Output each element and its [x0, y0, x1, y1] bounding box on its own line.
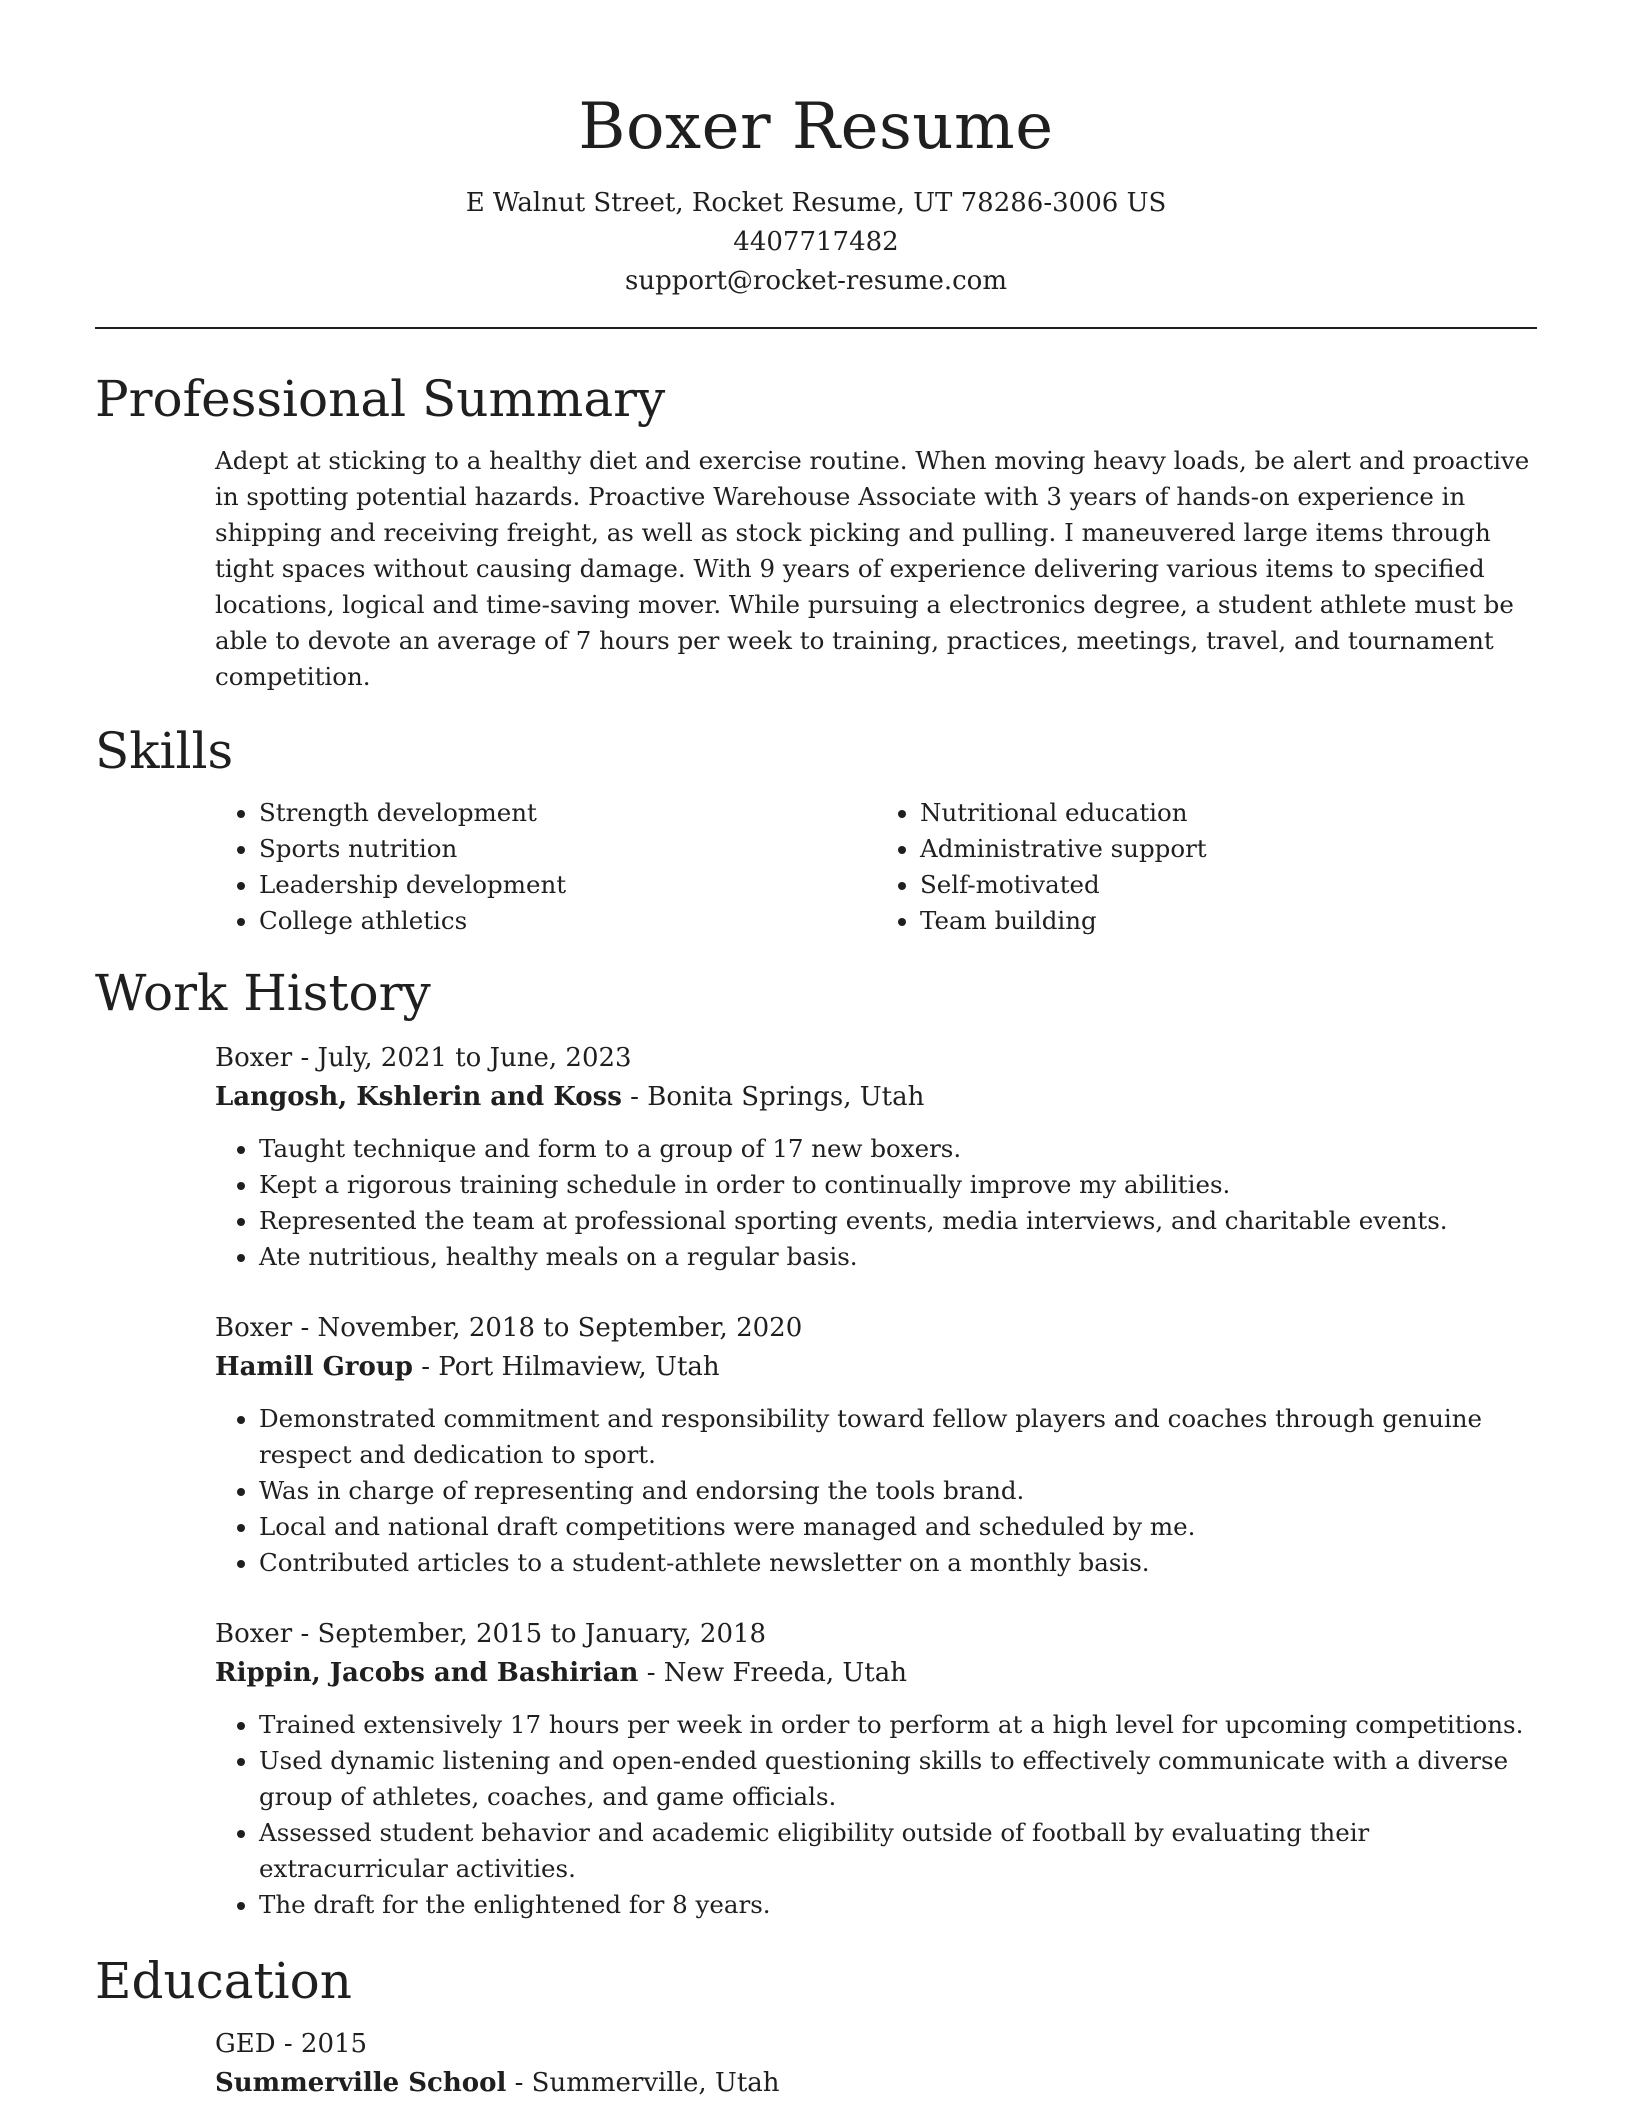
- job-bullet: • Ate nutritious, healthy meals on a regular basis.: [259, 1239, 1537, 1275]
- school-location: - Summerville, Utah: [506, 2068, 780, 2098]
- work-history-title: Work History: [95, 964, 431, 1022]
- skill-item: • Self-motivated: [920, 867, 1537, 903]
- resume-header: [95, 84, 1537, 301]
- job-title-dates: Boxer - November, 2018 to September, 2020: [215, 1313, 803, 1343]
- job-entry: [215, 1039, 1537, 1275]
- job-entry: [215, 1615, 1537, 1923]
- education-title: Education: [95, 1952, 352, 2010]
- company-name: Hamill Group: [215, 1352, 413, 1382]
- job-bullet: • Trained extensively 17 hours per week in order to perform at a high level for upcoming competitions.: [259, 1707, 1537, 1743]
- summary-text: Adept at sticking to a healthy diet and exercise routine. When moving heavy loads, be alert and proactive in spotting potential hazards. Proactive Warehouse Associate with 3 years of hands-on experience in shipping and receiving freight, as well as stock picking and pulling. I maneuvered large items through tight spaces without causing damage. With 9 years of experience delivering various items to specified locations, logical and time-saving mover. While pursuing a electronics degree, a student athlete must be able to devote an average of 7 hours per week to training, practices, meetings, travel, and tournament competition.: [215, 446, 1530, 691]
- skills-grid: [215, 795, 1537, 939]
- job-bullet: • Kept a rigorous training schedule in order to continually improve my abilities.: [259, 1167, 1537, 1203]
- degree-line: GED - 2015: [215, 2029, 368, 2059]
- job-bullet: • Contributed articles to a student-athlete newsletter on a monthly basis.: [259, 1545, 1537, 1581]
- job-employer: [215, 1654, 1537, 1693]
- skill-item: • College athletics: [259, 903, 876, 939]
- skill-item: • Strength development: [259, 795, 876, 831]
- job-bullets: [215, 1401, 1537, 1581]
- header-divider: [95, 327, 1537, 329]
- address: E Walnut Street, Rocket Resume, UT 78286-3006 US: [465, 188, 1167, 218]
- job-bullet: • Represented the team at professional sporting events, media interviews, and charitable events.: [259, 1203, 1537, 1239]
- skills-list-left: [215, 795, 876, 939]
- skill-item: • Administrative support: [920, 831, 1537, 867]
- education-body: [215, 2025, 1537, 2103]
- school-name: Summerville School: [215, 2068, 507, 2098]
- work-history-section: [95, 961, 1537, 1923]
- school-line: [215, 2064, 1537, 2103]
- job-title-dates: Boxer - September, 2015 to January, 2018: [215, 1619, 767, 1649]
- job-location: - Bonita Springs, Utah: [621, 1082, 925, 1112]
- skills-list-right: [876, 795, 1537, 939]
- job-bullet: • Local and national draft competitions were managed and scheduled by me.: [259, 1509, 1537, 1545]
- summary-title: Professional Summary: [95, 370, 666, 428]
- job-bullet: • Taught technique and form to a group of 17 new boxers.: [259, 1131, 1537, 1167]
- skill-item: • Leadership development: [259, 867, 876, 903]
- skill-item: • Sports nutrition: [259, 831, 876, 867]
- job-bullet: • Assessed student behavior and academic eligibility outside of football by evaluating their extracurricular activities.: [259, 1815, 1537, 1887]
- job-bullet: • Used dynamic listening and open-ended questioning skills to effectively communicate with a diverse group of athletes, coaches, and game officials.: [259, 1743, 1537, 1815]
- job-entry: [215, 1309, 1537, 1581]
- job-bullet: • The draft for the enlightened for 8 years.: [259, 1887, 1537, 1923]
- skills-section: [95, 719, 1537, 939]
- contact-info: [95, 184, 1537, 301]
- summary-section: [95, 367, 1537, 695]
- resume-name: Boxer Resume: [578, 90, 1054, 164]
- phone: 4407717482: [733, 227, 899, 257]
- work-history-body: [215, 1039, 1537, 1923]
- email: support@rocket-resume.com: [624, 266, 1007, 296]
- job-title-dates: Boxer - July, 2021 to June, 2023: [215, 1043, 632, 1073]
- job-employer: [215, 1348, 1537, 1387]
- job-location: - New Freeda, Utah: [638, 1658, 907, 1688]
- job-employer: [215, 1078, 1537, 1117]
- job-bullets: [215, 1707, 1537, 1923]
- education-section: [95, 1949, 1537, 2103]
- skill-item: • Team building: [920, 903, 1537, 939]
- skill-item: • Nutritional education: [920, 795, 1537, 831]
- company-name: Rippin, Jacobs and Bashirian: [215, 1658, 639, 1688]
- job-bullet: • Was in charge of representing and endorsing the tools brand.: [259, 1473, 1537, 1509]
- skills-title: Skills: [95, 722, 234, 780]
- job-bullets: [215, 1131, 1537, 1275]
- job-bullet: • Demonstrated commitment and responsibility toward fellow players and coaches through genuine respect and dedication to sport.: [259, 1401, 1537, 1473]
- job-location: - Port Hilmaview, Utah: [412, 1352, 720, 1382]
- company-name: Langosh, Kshlerin and Koss: [215, 1082, 622, 1112]
